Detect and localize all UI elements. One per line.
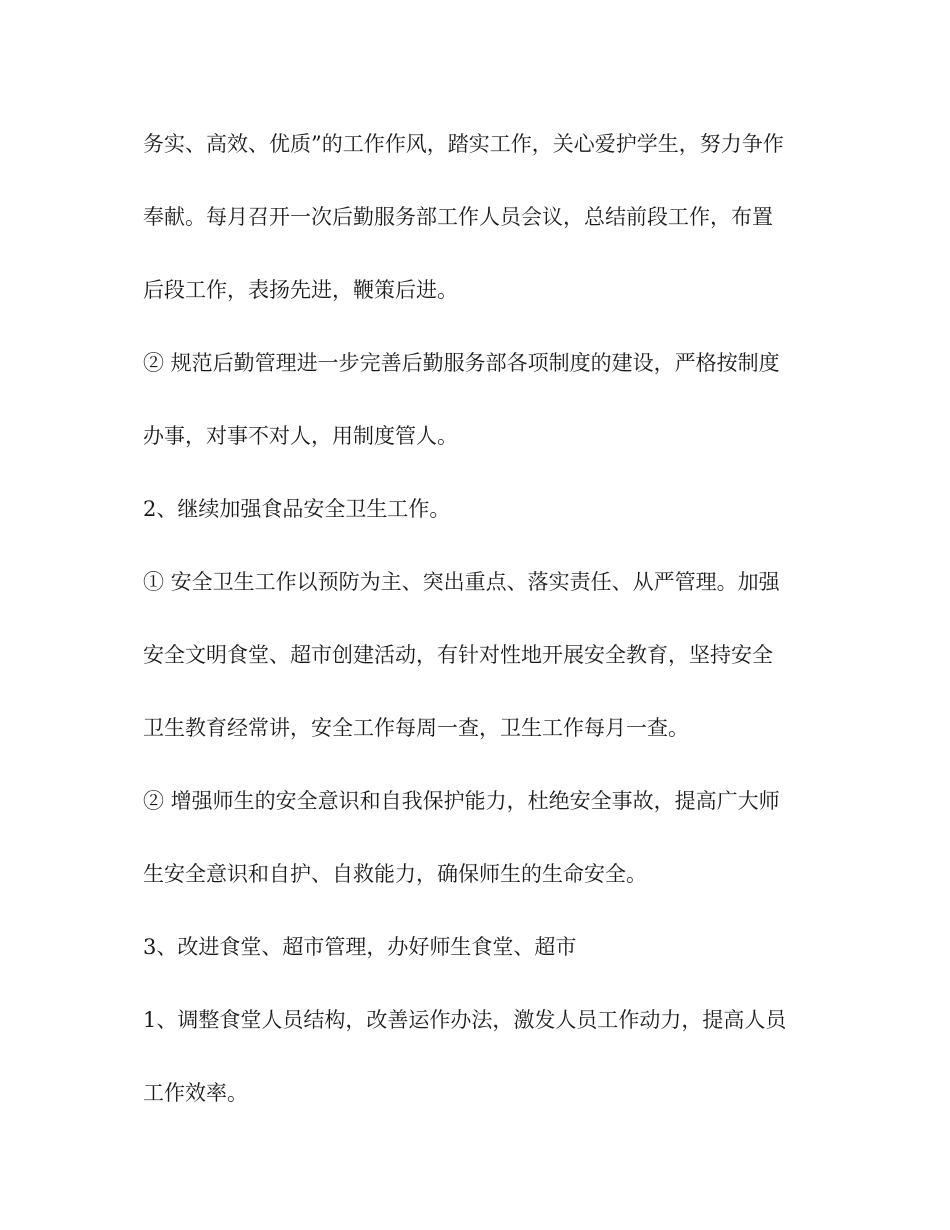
text-line: ② 增强师生的安全意识和自我保护能力，杜绝安全事故，提高广大师	[143, 789, 780, 813]
text-line: 卫生教育经常讲，安全工作每周一查，卫生工作每月一查。	[143, 716, 689, 740]
text-line: 生安全意识和自护、自救能力，确保师生的生命安全。	[143, 862, 647, 886]
section-heading: 3、改进食堂、超市管理，办好师生食堂、超市	[143, 935, 577, 959]
text-line: 安全文明食堂、超市创建活动，有针对性地开展安全教育，坚持安全	[143, 643, 773, 667]
text-line: 办事，对事不对人，用制度管人。	[143, 424, 458, 448]
text-line: 奉献。每月召开一次后勤服务部工作人员会议，总结前段工作，布置	[143, 205, 773, 229]
text-line: 后段工作，表扬先进，鞭策后进。	[143, 278, 458, 302]
text-line: ① 安全卫生工作以预防为主、突出重点、落实责任、从严管理。加强	[143, 570, 780, 594]
text-line: 务实、高效、优质”的工作作风，踏实工作，关心爱护学生，努力争作	[143, 132, 784, 156]
text-line: ② 规范后勤管理进一步完善后勤服务部各项制度的建设，严格按制度	[143, 351, 780, 375]
section-heading: 2、继续加强食品安全卫生工作。	[143, 497, 451, 521]
document-body	[143, 108, 813, 1130]
text-line: 1、调整食堂人员结构，改善运作办法，激发人员工作动力，提高人员	[143, 1008, 787, 1032]
text-line: 工作效率。	[143, 1081, 248, 1105]
